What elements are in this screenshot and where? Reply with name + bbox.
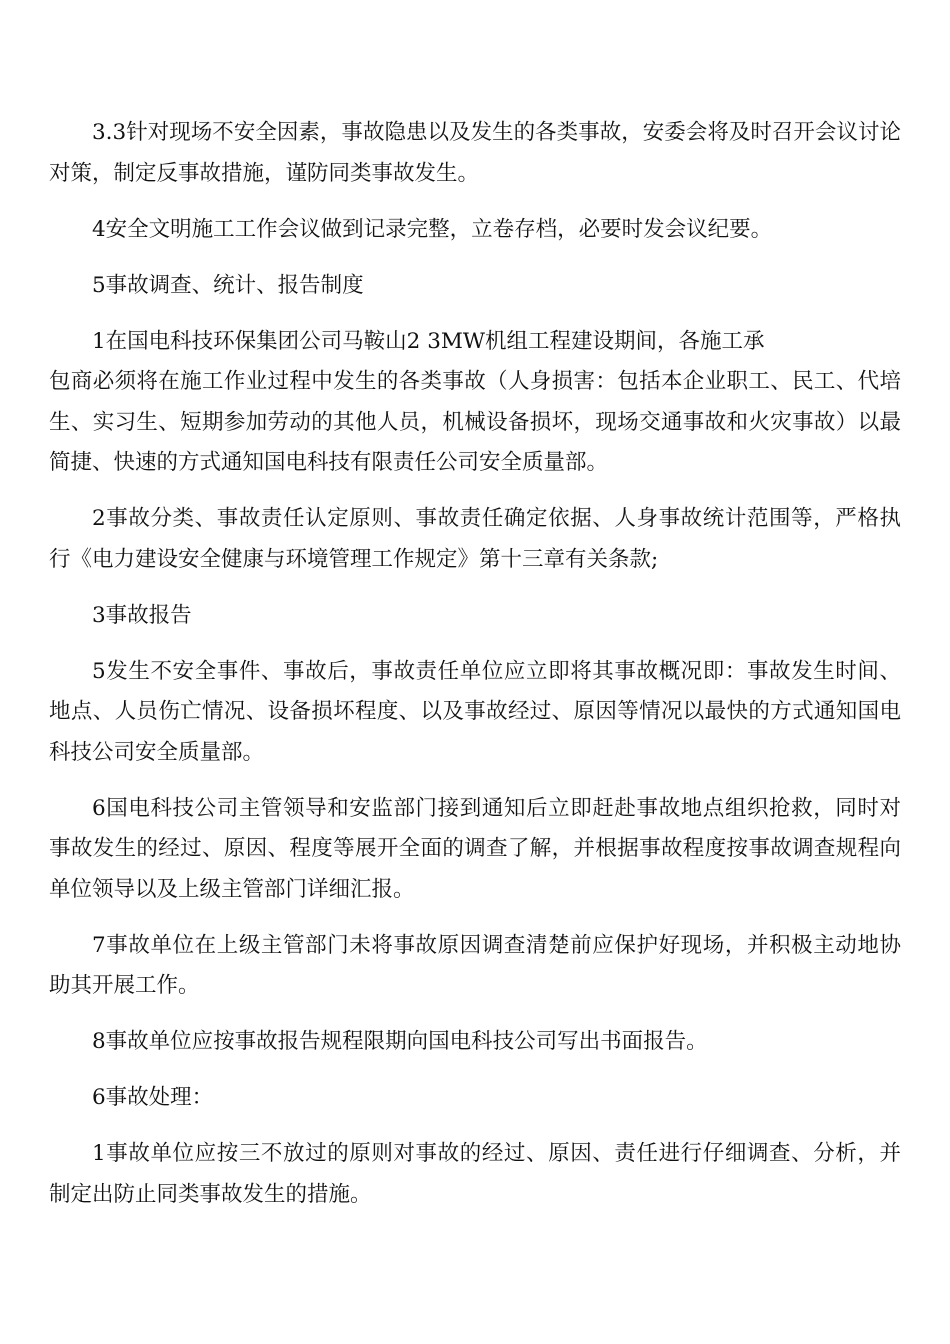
heading-5-accident-investigation: 5事故调查、统计、报告制度 — [92, 272, 364, 298]
paragraph-3-3-meeting: 3.3针对现场不安全因素，事故隐患以及发生的各类事故，安委会将及时召开会议讨论对策，制定反事故措施，谨防同类事故发生。 — [49, 120, 901, 186]
paragraph-7-protect-scene: 7事故单位在上级主管部门未将事故原因调查清楚前应保护好现场，并积极主动地协助其开展工作。 — [49, 932, 901, 998]
paragraph-4-records: 4安全文明施工工作会议做到记录完整，立卷存档，必要时发会议纪要。 — [92, 216, 773, 242]
paragraph-6-rescue: 6国电科技公司主管领导和安监部门接到通知后立即赶赴事故地点组织抢救，同时对事故发生的经过、原因、程度等展开全面的调查了解，并根据事故程度按事故调查规程向单位领导以及上级主管部门详细汇报。 — [49, 795, 901, 902]
paragraph-2-classification: 2事故分类、事故责任认定原则、事故责任确定依据、人身事故统计范围等，严格执行《电力建设安全健康与环境管理工作规定》第十三章有关条款; — [49, 506, 901, 572]
heading-6-accident-handling: 6事故处理： — [92, 1085, 214, 1110]
document-body — [49, 113, 901, 1231]
paragraph-1-construction-period: 1在国电科技环保集团公司马鞍山2 3MW机组工程建设期间，各施工承 — [92, 328, 765, 354]
paragraph-8-written-report: 8事故单位应按事故报告规程限期向国电科技公司写出书面报告。 — [92, 1029, 708, 1054]
paragraph-1-three-principles: 1事故单位应按三不放过的原则对事故的经过、原因、责任进行仔细调查、分析，并制定出防止同类事故发生的措施。 — [49, 1141, 901, 1207]
heading-3-accident-report: 3事故报告 — [92, 602, 192, 628]
paragraph-5-notification: 5发生不安全事件、事故后，事故责任单位应立即将其事故概况即：事故发生时间、地点、人员伤亡情况、设备损坏程度、以及事故经过、原因等情况以最快的方式通知国电科技公司安全质量部。 — [49, 658, 901, 765]
paragraph-1-continued: 包商必须将在施工作业过程中发生的各类事故（人身损害：包括本企业职工、民工、代培生、实习生、短期参加劳动的其他人员，机械设备损坏，现场交通事故和火灾事故）以最简捷、快速的方式通知国电科技有限责任公司安全质量部。 — [49, 369, 901, 475]
